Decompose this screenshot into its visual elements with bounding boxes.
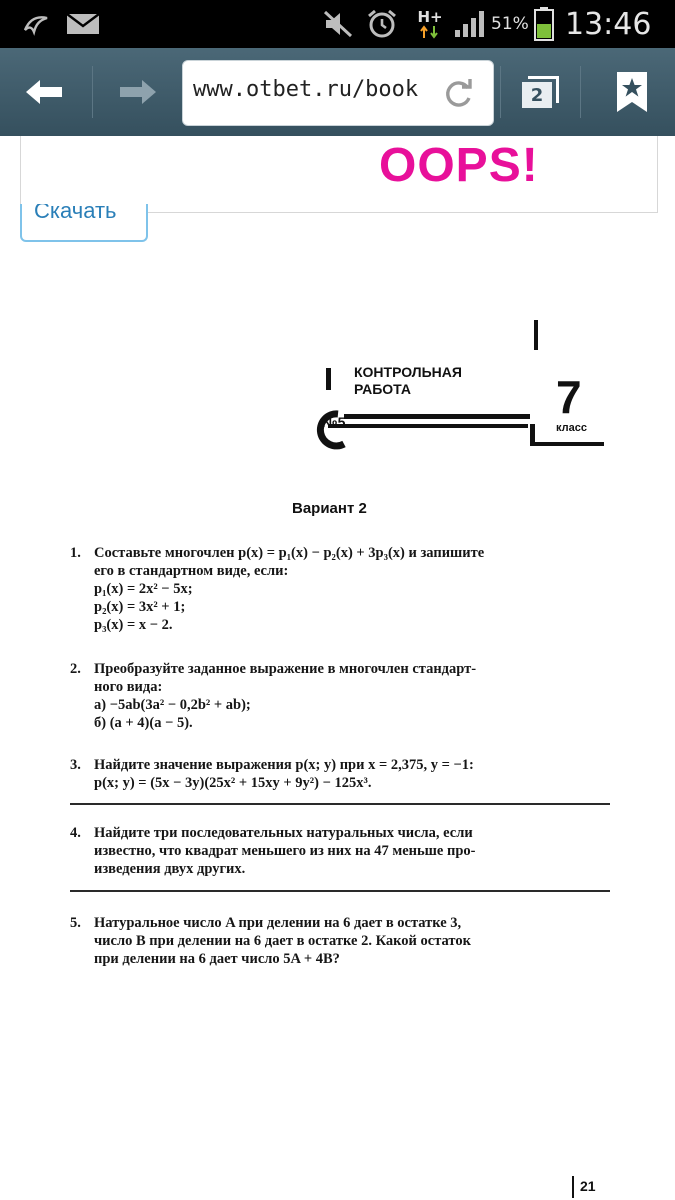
test-title [354,364,524,398]
clock: 13:46 [565,6,652,42]
task-line: Найдите значение выражения p(x; y) при x = 2,375, y = −1: [94,757,474,773]
url-bar[interactable] [182,60,494,126]
download-button-label: Скачать [34,204,117,223]
ad-oops-text: OOPS! [379,139,539,192]
tab-count: 2 [522,82,552,108]
task-line: p(x; y) = (5x − 3y)(25x² + 15xy + 9y²) − 125x³. [94,775,372,791]
bookmark-button[interactable] [600,48,664,136]
toolbar-divider [580,66,581,118]
task-5 [70,914,610,968]
task-number: 4. [70,825,81,841]
alarm-icon [366,0,400,48]
toolbar-divider [500,66,501,118]
toolbar-divider [92,66,93,118]
task-line: его в стандартном виде, если: [94,563,289,579]
forward-button[interactable] [96,48,180,136]
email-icon [66,0,102,48]
task-number: 1. [70,545,81,561]
tabs-button[interactable] [514,76,554,108]
test-title-line1: КОНТРОЛЬНАЯ [354,364,462,380]
task-line: изведения двух других. [94,861,246,877]
section-divider [70,890,610,892]
task-number: 3. [70,757,81,773]
task-line: число B при делении на 6 дает в остатке 2. Какой остаток [94,933,471,949]
task-line: Составьте многочлен p(x) = p₁(x) − p₂(x) + 3p₃(x) и запишите [94,545,485,561]
grade-label: класс [556,422,587,434]
task-line: при делении на 6 дает число 5A + 4B? [94,951,340,967]
task-number: 5. [70,915,81,931]
task-line: Преобразуйте заданное выражение в многочлен стандарт- [94,661,477,677]
work-number: №5 [322,414,346,430]
task-line: p₂(x) = 3x² + 1; [94,599,186,615]
network-type-indicator [414,0,446,48]
task-3 [70,756,610,792]
back-button[interactable] [0,48,88,136]
grade-number: 7 [556,371,582,423]
browser-toolbar [0,48,675,136]
task-line: p₃(x) = x − 2. [94,617,173,633]
arrow-left-icon [24,77,64,107]
textbook-page [0,242,675,1200]
bookmark-star-icon [615,70,649,114]
page-number: 21 [580,1178,596,1194]
task-line: p₁(x) = 2x² − 5x; [94,581,193,597]
status-bar [0,0,675,48]
variant-title: Вариант 2 [292,500,367,517]
task-line: Найдите три последовательных натуральных числа, если [94,825,473,841]
battery-icon [534,0,556,48]
task-line: а) −5ab(3a² − 0,2b² + ab); [94,697,251,713]
section-divider [70,803,610,805]
task-1 [70,544,610,634]
network-type-label: H+ [417,8,443,26]
test-title-line2: РАБОТА [354,381,411,397]
signal-strength-icon [454,0,488,48]
task-line: б) (a + 4)(a − 5). [94,715,193,731]
arrow-right-icon [118,77,158,107]
task-line: ного вида: [94,679,163,695]
ad-banner[interactable] [20,136,658,213]
task-2 [70,660,610,732]
download-button[interactable] [20,204,148,242]
page-number-bar [572,1176,574,1198]
task-line: известно, что квадрат меньшего из них на 47 меньше про- [94,843,476,859]
reload-button[interactable] [441,76,475,110]
data-arrows-icon [419,25,441,39]
reload-icon [441,76,475,110]
task-number: 2. [70,661,81,677]
mute-icon [323,0,355,48]
url-text[interactable]: www.otbet.ru/book [193,77,419,102]
task-4 [70,824,610,878]
battery-percent: 51% [491,14,529,34]
notification-bird-icon [22,0,52,48]
task-line: Натуральное число A при делении на 6 дает в остатке 3, [94,915,462,931]
